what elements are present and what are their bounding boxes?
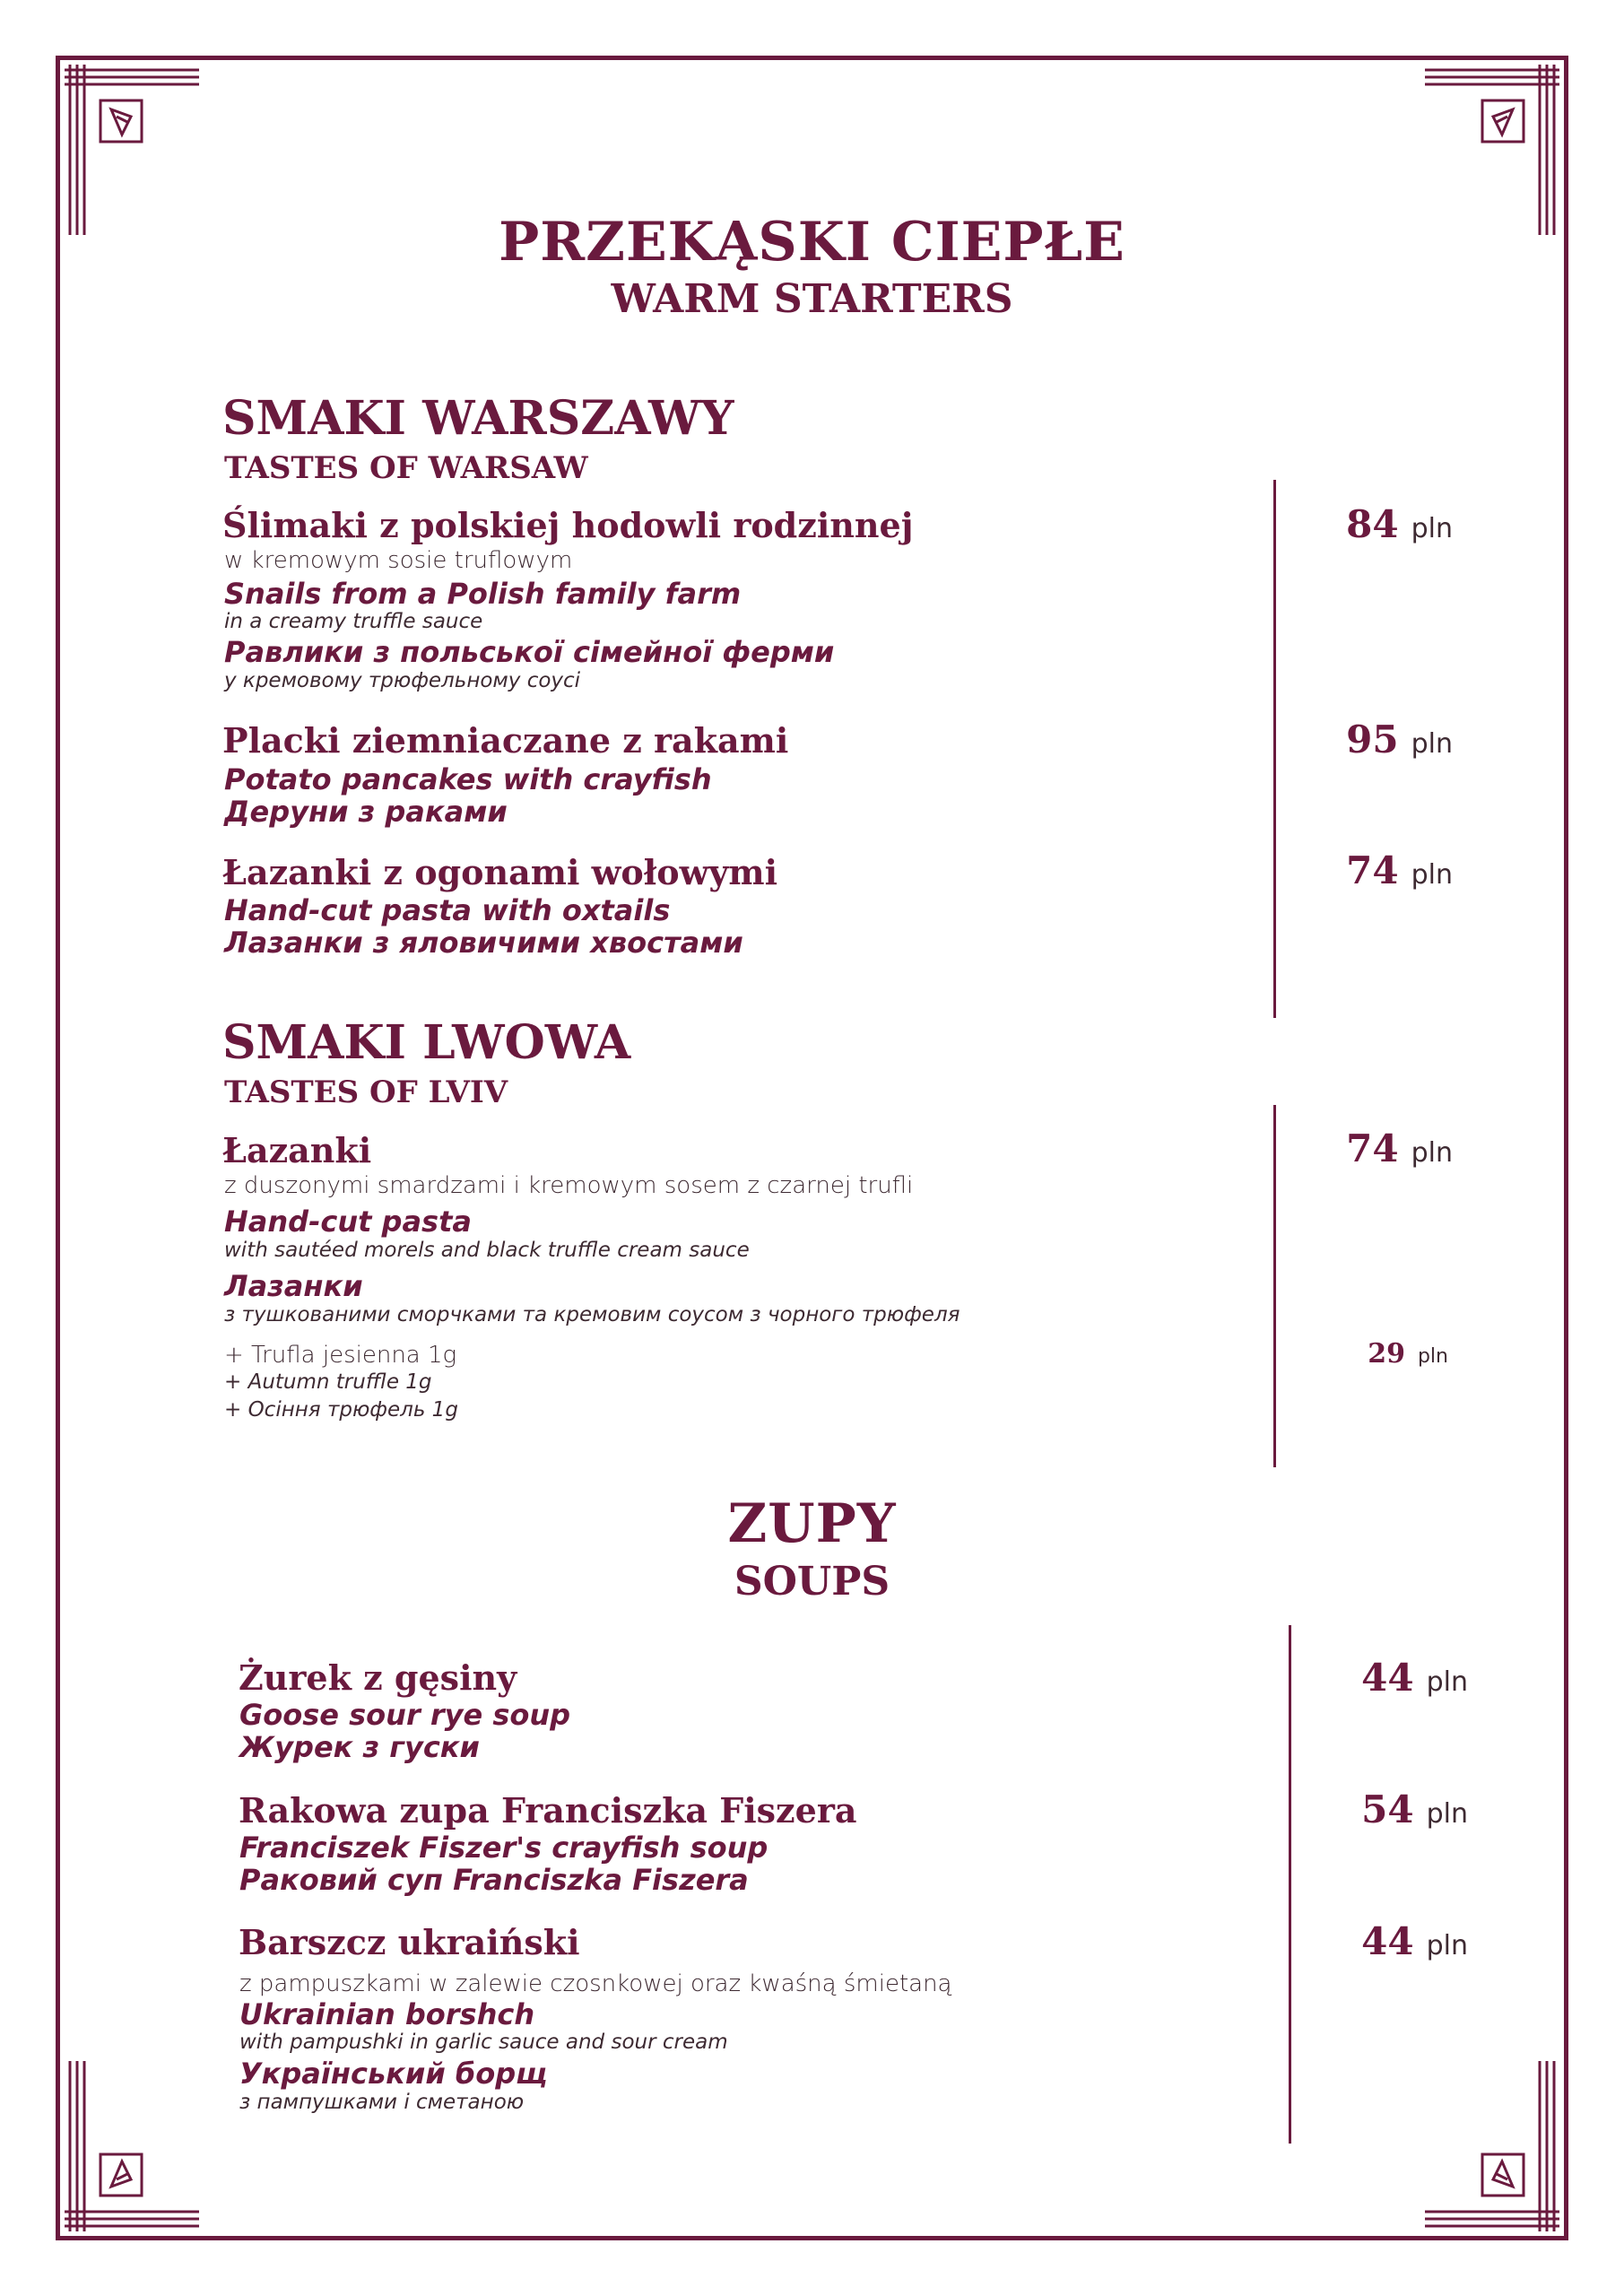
addon-ua: + Осіння трюфель 1g	[224, 1398, 458, 1422]
addon-en: + Autumn truffle 1g	[224, 1370, 432, 1394]
dish-desc-ua: з пампушками і сметаною	[239, 2091, 525, 2114]
dish-name-pl: Ślimaki z polskiej hodowli rodzinnej	[222, 505, 914, 545]
addon-pl: + Trufla jesienna 1g	[224, 1342, 457, 1369]
divider-line	[1289, 1625, 1291, 2144]
section-subtitle: TASTES OF WARSAW	[224, 450, 588, 486]
dish-name-ua: Раковий суп Franciszka Fiszera	[239, 1863, 749, 1897]
dish-name-en: Snails from a Polish family farm	[224, 577, 742, 611]
section-title: SMAKI LWOWA	[222, 1015, 631, 1070]
dish-price: 54 pln	[1361, 1787, 1468, 1831]
soups-title: ZUPY	[727, 1492, 897, 1555]
addon-price: 29 pln	[1368, 1338, 1448, 1370]
dish-name-en: Hand-cut pasta	[224, 1205, 472, 1239]
dish-name-en: Potato pancakes with crayfish	[224, 762, 712, 796]
page-subtitle: WARM STARTERS	[611, 276, 1013, 322]
divider-line	[1273, 1105, 1276, 1467]
dish-name-en: Ukrainian borshch	[239, 1997, 535, 2031]
dish-desc-en: in a creamy truffle sauce	[224, 610, 483, 633]
dish-name-pl: Rakowa zupa Franciszka Fiszera	[239, 1790, 857, 1831]
dish-price: 44 pln	[1361, 1656, 1468, 1700]
dish-price: 44 pln	[1361, 1919, 1468, 1963]
dish-price: 74 pln	[1346, 848, 1453, 892]
corner-ornament-icon	[1425, 2061, 1559, 2231]
soups-subtitle: SOUPS	[734, 1559, 890, 1605]
corner-ornament-icon	[65, 65, 199, 235]
dish-name-ua: Лазанки з яловичими хвостами	[224, 926, 743, 960]
dish-desc-ua: у кремовому трюфельному соусі	[224, 669, 581, 692]
dish-name-en: Franciszek Fiszer's crayfish soup	[239, 1831, 769, 1865]
dish-desc-ua: з тушкованими сморчками та кремовим соусом з чорного трюфеля	[224, 1303, 960, 1326]
dish-name-ua: Деруни з раками	[224, 795, 508, 829]
dish-desc-en: with sautéed morels and black truffle cream sauce	[224, 1239, 750, 1262]
dish-price: 84 pln	[1346, 502, 1453, 546]
dish-desc-pl: z pampuszkami w zalewie czosnkowej oraz kwaśną śmietaną	[239, 1970, 952, 1997]
section-title: SMAKI WARSZAWY	[222, 391, 734, 446]
dish-desc-pl: z duszonymi smardzami i kremowym sosem z czarnej trufli	[224, 1172, 914, 1199]
dish-name-ua: Український борщ	[239, 2057, 548, 2091]
dish-desc-pl: w kremowym sosie truflowym	[224, 547, 573, 574]
corner-ornament-icon	[65, 2061, 199, 2231]
dish-name-en: Goose sour rye soup	[239, 1698, 571, 1732]
corner-ornament-icon	[1425, 65, 1559, 235]
divider-line	[1273, 480, 1276, 1018]
dish-price: 95 pln	[1346, 718, 1453, 761]
dish-desc-en: with pampushki in garlic sauce and sour cream	[239, 2031, 728, 2054]
dish-name-ua: Лазанки	[224, 1269, 363, 1303]
dish-name-pl: Łazanki z ogonami wołowymi	[222, 852, 778, 892]
page-title: PRZEKĄSKI CIEPŁE	[499, 211, 1125, 274]
dish-name-ua: Журек з гуски	[239, 1730, 480, 1764]
dish-name-en: Hand-cut pasta with oxtails	[224, 893, 671, 927]
section-subtitle: TASTES OF LVIV	[224, 1074, 508, 1110]
dish-price: 74 pln	[1346, 1126, 1453, 1170]
dish-name-ua: Равлики з польської сімейної ферми	[224, 635, 835, 669]
dish-name-pl: Łazanki	[222, 1130, 372, 1170]
dish-name-pl: Żurek z gęsiny	[239, 1657, 517, 1698]
dish-name-pl: Barszcz ukraiński	[239, 1922, 580, 1962]
dish-name-pl: Placki ziemniaczane z rakami	[222, 720, 789, 761]
